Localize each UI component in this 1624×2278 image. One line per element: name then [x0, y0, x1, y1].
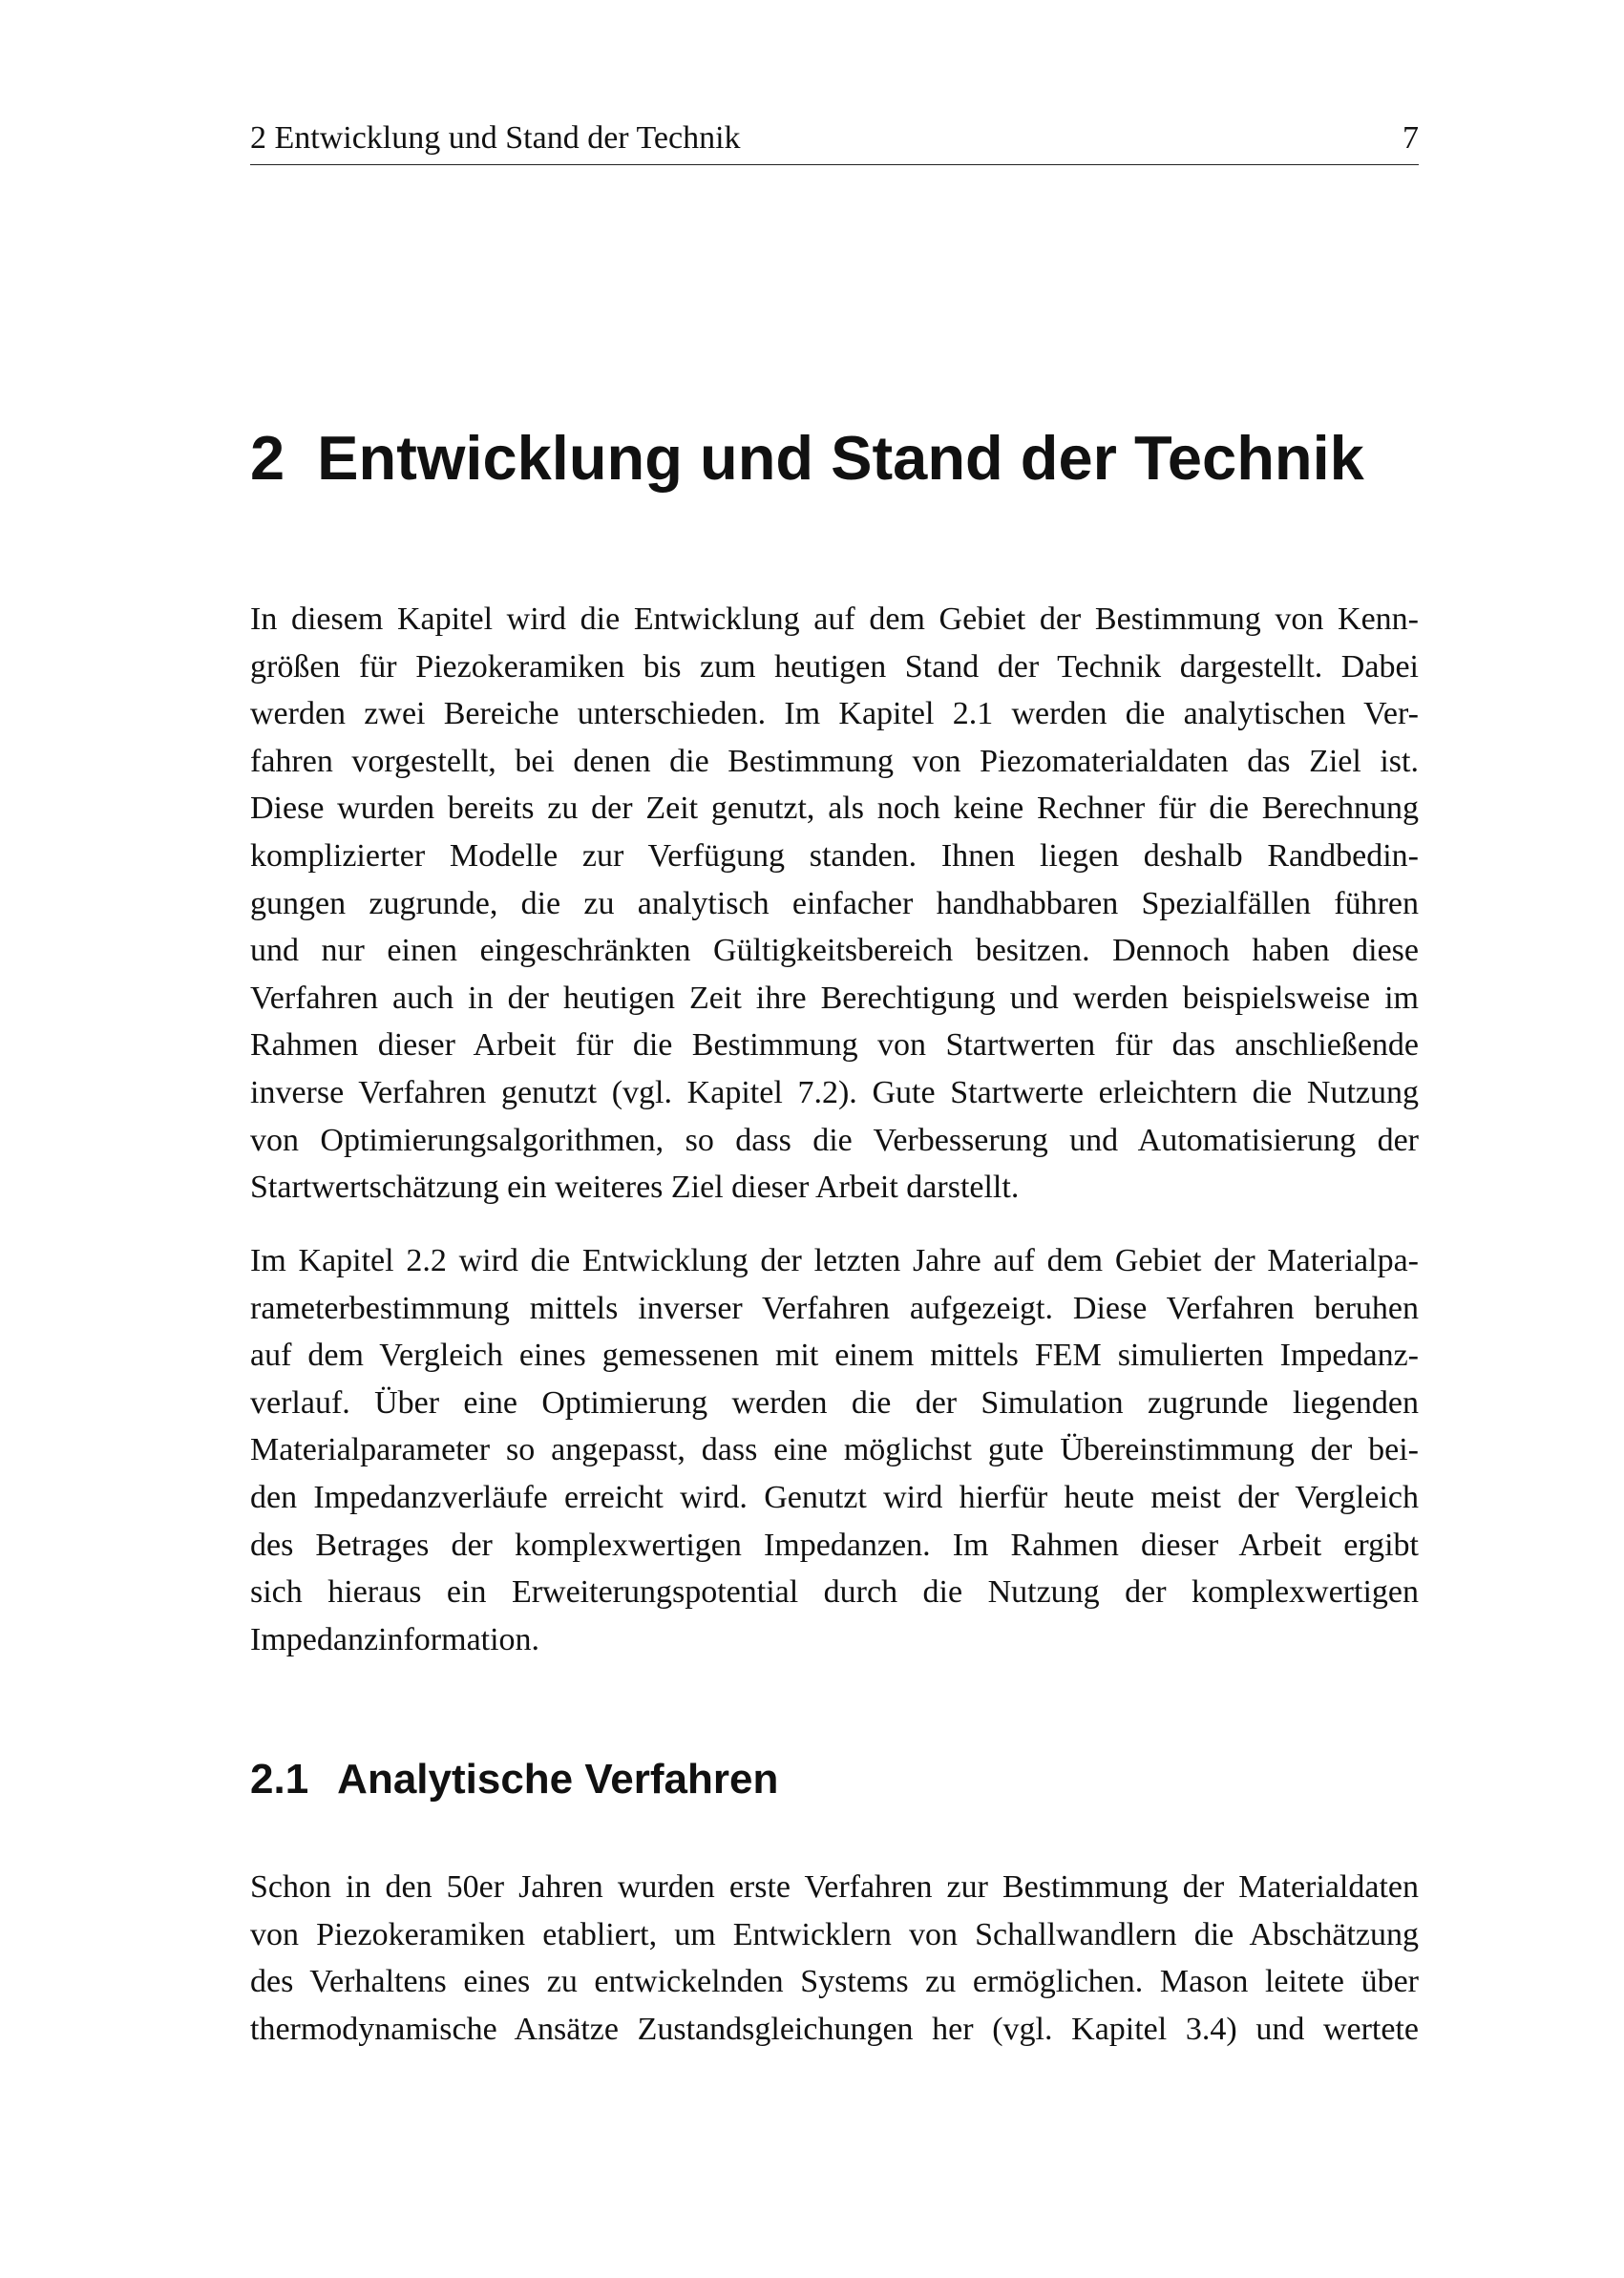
text-line: gungen zugrunde, die zu analytisch einfacher handhabbaren Spezialfällen führen [250, 885, 1419, 921]
section-title-text: Analytische Verfahren [337, 1756, 779, 1803]
chapter-title [250, 420, 1419, 496]
section-number: 2.1 [250, 1756, 309, 1803]
text-line: inverse Verfahren genutzt (vgl. Kapitel 7.2). Gute Startwerte erleichtern die Nutzung [250, 1074, 1419, 1110]
text-line: Materialparameter so angepasst, dass eine möglichst gute Übereinstimmung der bei- [250, 1432, 1419, 1468]
text-line: Rahmen dieser Arbeit für die Bestimmung von Startwerten für das anschließende [250, 1027, 1419, 1064]
text-line: thermodynamische Ansätze Zustandsgleichungen her (vgl. Kapitel 3.4) und wertete [250, 2011, 1419, 2047]
text-line: des Verhaltens eines zu entwickelnden Systems zu ermöglichen. Mason leitete über [250, 1964, 1419, 2000]
text-line: den Impedanzverläufe erreicht wird. Genutzt wird hierfür heute meist der Vergleich [250, 1479, 1419, 1515]
text-line: rameterbestimmung mittels inverser Verfahren aufgezeigt. Diese Verfahren beruhen [250, 1290, 1419, 1326]
text-line: des Betrages der komplexwertigen Impedanzen. Im Rahmen dieser Arbeit ergibt [250, 1527, 1419, 1563]
text-line: Verfahren auch in der heutigen Zeit ihre Berechtigung und werden beispielsweise im [250, 980, 1419, 1016]
paragraph-inverse-methods [250, 1237, 1419, 1663]
text-line: von Piezokeramiken etabliert, um Entwicklern von Schallwandlern die Abschätzung [250, 1916, 1419, 1952]
text-line: auf dem Vergleich eines gemessenen mit einem mittels FEM simulierten Impedanz- [250, 1338, 1419, 1374]
chapter-title-text: Entwicklung und Stand der Technik [317, 423, 1364, 493]
text-line: und nur einen eingeschränkten Gültigkeitsbereich besitzen. Dennoch haben diese [250, 933, 1419, 969]
text-line: In diesem Kapitel wird die Entwicklung auf dem Gebiet der Bestimmung von Kenn- [250, 601, 1419, 637]
text-line: größen für Piezokeramiken bis zum heutigen Stand der Technik dargestellt. Dabei [250, 648, 1419, 685]
chapter-number: 2 [250, 423, 285, 493]
text-line: Impedanzinformation. [250, 1621, 540, 1657]
text-line: sich hieraus ein Erweiterungspotential durch die Nutzung der komplexwertigen [250, 1574, 1419, 1611]
text-line: fahren vorgestellt, bei denen die Bestimmung von Piezomaterialdaten das Ziel ist. [250, 743, 1419, 779]
paragraph-analytical [250, 1864, 1419, 2053]
paragraph-intro [250, 596, 1419, 1212]
text-line: verlauf. Über eine Optimierung werden die der Simulation zugrunde liegenden [250, 1384, 1419, 1421]
running-title: 2 Entwicklung und Stand der Technik [250, 120, 741, 156]
text-line: Diese wurden bereits zu der Zeit genutzt, als noch keine Rechner für die Berechnung [250, 791, 1419, 827]
text-line: Schon in den 50er Jahren wurden erste Verfahren zur Bestimmung der Materialdaten [250, 1869, 1419, 1905]
text-line: Startwertschätzung ein weiteres Ziel dieser Arbeit darstellt. [250, 1170, 1020, 1206]
running-header [250, 116, 1419, 165]
page-number: 7 [1403, 120, 1419, 156]
section-title [250, 1753, 778, 1806]
text-line: werden zwei Bereiche unterschieden. Im Kapitel 2.1 werden die analytischen Ver- [250, 696, 1419, 732]
text-line: komplizierter Modelle zur Verfügung standen. Ihnen liegen deshalb Randbedin- [250, 837, 1419, 874]
text-line: Im Kapitel 2.2 wird die Entwicklung der letzten Jahre auf dem Gebiet der Materialpa- [250, 1243, 1419, 1278]
text-line: von Optimierungsalgorithmen, so dass die Verbesserung und Automatisierung der [250, 1122, 1419, 1158]
